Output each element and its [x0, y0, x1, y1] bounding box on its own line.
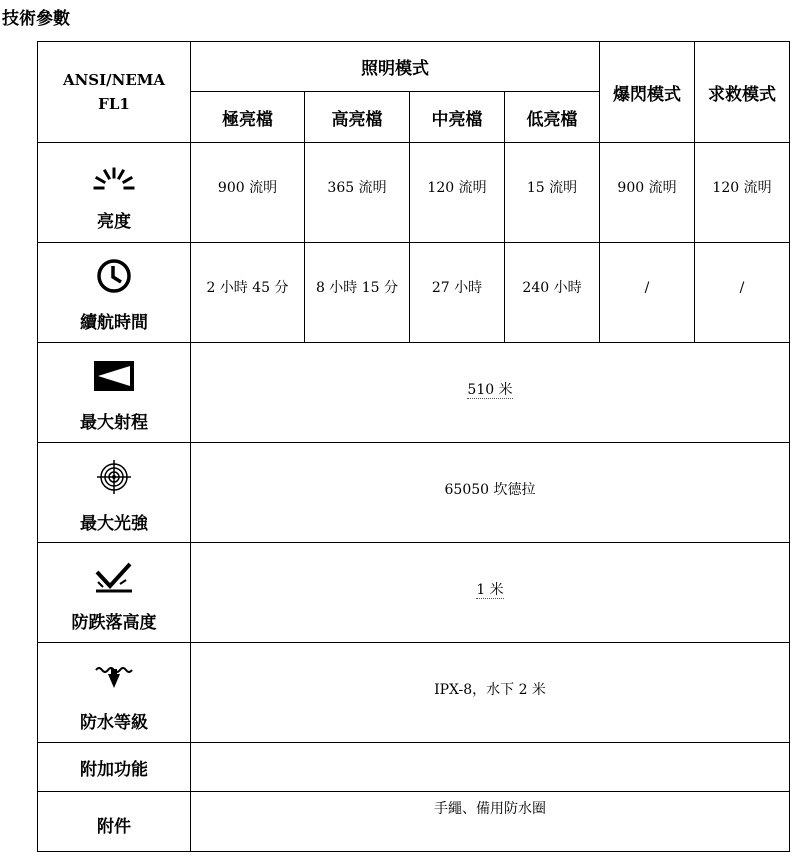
spec-table [37, 41, 790, 852]
impact-label-cell [38, 543, 191, 643]
brightness-label: 亮度 [97, 212, 131, 232]
clock-icon [96, 258, 132, 294]
impact-row [38, 543, 790, 643]
impact-resistance-icon [94, 562, 134, 594]
waterproof-value: IPX-8，水下 2 米 [434, 681, 546, 698]
brightness-turbo: 900 流明 [217, 179, 278, 196]
waterproof-row [38, 643, 790, 743]
strobe-mode-header: 爆閃模式 [600, 42, 695, 143]
runtime-label-cell [38, 243, 191, 343]
runtime-low: 240 小時 [522, 279, 582, 296]
runtime-high: 8 小時 15 分 [315, 279, 399, 296]
impact-label: 防跌落高度 [71, 613, 157, 633]
beam-distance-icon [93, 360, 135, 392]
brightness-mid: 120 流明 [427, 179, 487, 196]
intensity-label-cell [38, 443, 191, 543]
lighting-mode-header: 照明模式 [191, 42, 600, 92]
target-icon [96, 459, 132, 495]
sun-rays-icon [92, 167, 136, 197]
extra-value [191, 743, 790, 792]
range-value: 510 米 [467, 381, 513, 398]
brightness-strobe: 900 流明 [617, 179, 677, 196]
mode-low: 低亮檔 [505, 92, 600, 143]
waterproof-icon [94, 664, 134, 690]
page-title: 技術參數 [2, 9, 70, 29]
runtime-row [38, 243, 790, 343]
runtime-strobe: / [644, 280, 650, 296]
range-label-cell [38, 343, 191, 443]
mode-mid: 中亮檔 [410, 92, 505, 143]
brightness-sos: 120 流明 [712, 179, 772, 196]
runtime-label: 續航時間 [80, 313, 148, 333]
accessories-label: 附件 [38, 792, 191, 852]
accessories-value: 手繩、備用防水圈 [434, 801, 546, 817]
runtime-sos: / [739, 280, 745, 296]
brightness-high: 365 流明 [327, 179, 387, 196]
intensity-value: 65050 坎德拉 [444, 481, 536, 498]
accessories-row [38, 792, 790, 852]
intensity-row [38, 443, 790, 543]
runtime-mid: 27 小時 [431, 279, 483, 296]
extra-row [38, 743, 790, 792]
ansi-line1: ANSI/NEMA [62, 71, 166, 89]
intensity-label: 最大光強 [80, 514, 148, 534]
brightness-row [38, 143, 790, 243]
ansi-line2: FL1 [98, 95, 130, 113]
range-label: 最大射程 [80, 413, 148, 433]
runtime-turbo: 2 小時 45 分 [206, 279, 289, 296]
extra-label: 附加功能 [38, 743, 191, 792]
brightness-label-cell [38, 143, 191, 243]
ansi-header [38, 42, 191, 143]
impact-value: 1 米 [476, 581, 504, 598]
waterproof-label-cell [38, 643, 191, 743]
mode-turbo: 極亮檔 [191, 92, 305, 143]
mode-high: 高亮檔 [305, 92, 410, 143]
waterproof-label: 防水等級 [80, 713, 148, 733]
sos-mode-header: 求救模式 [695, 42, 790, 143]
range-row [38, 343, 790, 443]
brightness-low: 15 流明 [526, 179, 578, 196]
